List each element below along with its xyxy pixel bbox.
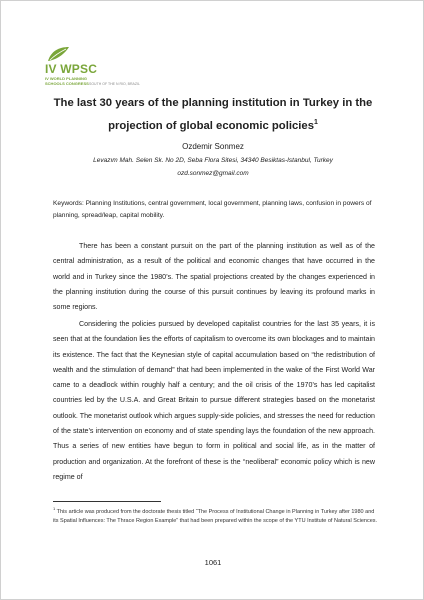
footnote-text: This article was produced from the doctorate thesis titled “The Process of Institutional Change in Planning in Turkey after 1980 and its Spatial Influences: The Thrace Region Example” that had been prepared within the scope of the YTU Institute of Natural Sciences. [53, 508, 378, 525]
author-email: ozd.sonmez@gmail.com [177, 170, 249, 177]
author-address: Levazım Mah. Selen Sk. No 2D, Seba Flora Sitesi, 34340 Besiktas-Istanbul, Turkey [93, 157, 333, 164]
logo-subtitle-2: SCHOOLS CONGRESS [45, 81, 89, 86]
keywords: Keywords: Planning Institutions, central government, local government, planning laws, confusion in powers of planning, spread/leap, capital mobility. [53, 200, 372, 219]
paper-title [41, 94, 385, 136]
footnote [53, 504, 378, 527]
body-paragraph-2: Considering the policies pursued by developed capitalist countries for the last 35 years, it is seen that at the foundation lies the efforts of capitalism to overcome its own blockages and to maintain its existence. The fact that the Keynesian style of capital accumulation based on “the redistribution of wealth and the stimulation of demand” that had been implemented in the wake of the First World War came to a deadlock within roughly half a century; and the oil crisis of the 1970’s has led capitalist countries led by the U.S.A. and Great Britain to pursue different strategies based on the monetarist outlook. The monetarist outlook which argues supply-side policies, and stresses the need for reduction of the state’s intervention on economy and of state spending lays the foundation of the new approach. Thus a series of new entities have begun to form in political and social life, as in the matter of production and organization. At the forefront of these is the “neoliberal” economic policy which is new regime of [53, 320, 375, 481]
footnote-mark: 1 [53, 506, 56, 511]
page-number: 1061 [204, 558, 222, 567]
logo-tagline: SOUTH OF THE N RIO, BRAZIL [89, 82, 140, 86]
paper-title-text: The last 30 years of the planning institution in Turkey in the projection of global economic policies [53, 97, 373, 132]
body-paragraph-1: There has been a constant pursuit on the part of the planning institution as well as of the central administration, as a result of the political and economic changes that have occurred in the world and in Turkey since the 1980’s. The spatial projections created by the changes experienced in the planning institution during the course of this pursuit continues by leaving its profound marks in some regions. [53, 242, 375, 312]
congress-logo [45, 45, 205, 87]
logo-subtitle-1: IV WORLD PLANNING [45, 76, 87, 81]
title-footnote-mark: 1 [313, 119, 318, 126]
footnote-divider [53, 501, 161, 502]
logo-wordmark: IV WPSC [45, 62, 98, 76]
leaf-icon [45, 45, 71, 63]
author-name: Ozdemir Sonmez [182, 142, 244, 151]
